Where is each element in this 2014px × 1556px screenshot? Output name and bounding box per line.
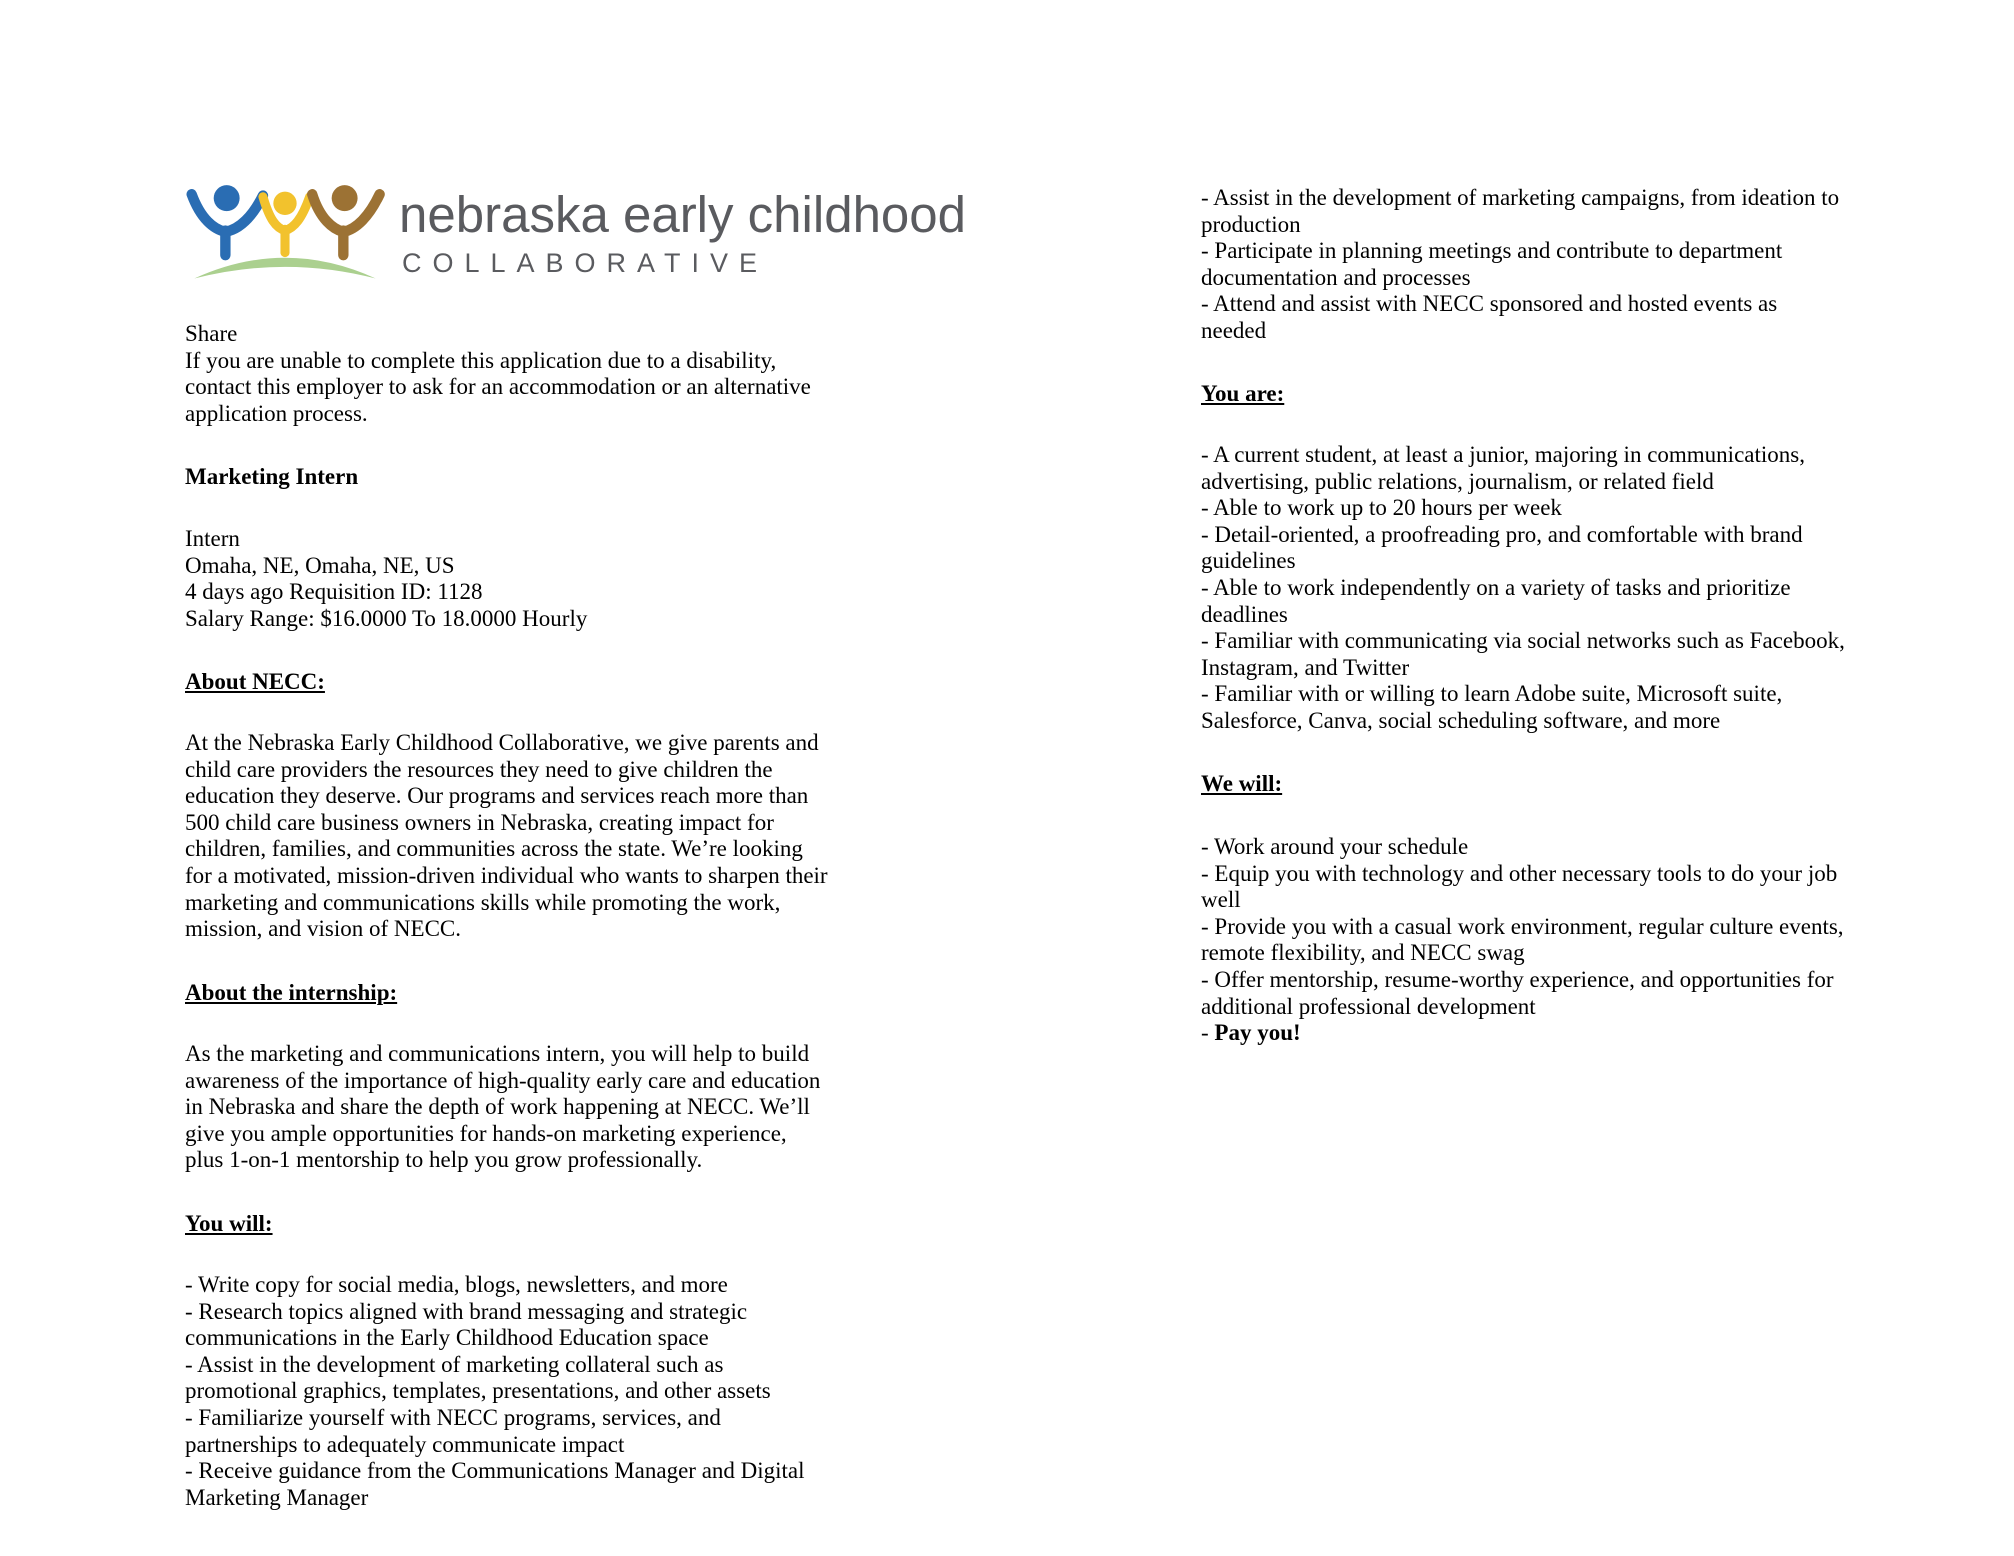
you-are-line-4: - Detail-oriented, a proofreading pro, and comfortable with brand (1201, 521, 1803, 547)
you-will-heading-block (185, 1211, 273, 1238)
you-will-line-8: - Receive guidance from the Communications Manager and Digital (185, 1458, 805, 1484)
we-will-heading: We will: (1201, 771, 1283, 796)
about-internship-line-2: awareness of the importance of high-quality early care and education (185, 1067, 821, 1093)
about-necc-line-7: marketing and communications skills while promoting the work, (185, 889, 781, 915)
job-posted-requisition: 4 days ago Requisition ID: 1128 (185, 579, 483, 605)
we-will-list (1201, 834, 1844, 1047)
you-will-line-2: - Research topics aligned with brand messaging and strategic (185, 1298, 748, 1324)
you-will-line-9: Marketing Manager (185, 1484, 369, 1510)
you-are-heading: You are: (1201, 381, 1285, 406)
about-internship-line-4: give you ample opportunities for hands-on marketing experience, (185, 1120, 787, 1146)
you-will-continued-line-6: needed (1201, 317, 1267, 343)
you-are-line-3: - Able to work up to 20 hours per week (1201, 495, 1562, 521)
you-will-heading: You will: (185, 1211, 273, 1236)
logo-mark (185, 180, 385, 285)
you-are-line-5: guidelines (1201, 548, 1296, 574)
about-internship-heading-block (185, 980, 397, 1007)
share-label: Share (185, 321, 238, 346)
you-will-line-6: - Familiarize yourself with NECC programs, services, and (185, 1404, 721, 1430)
we-will-final-item (1201, 1020, 1844, 1047)
about-internship-line-5: plus 1-on-1 mentorship to help you grow professionally. (185, 1147, 703, 1173)
you-are-line-8: - Familiar with communicating via social networks such as Facebook, (1201, 628, 1845, 654)
you-will-continued-line-5: - Attend and assist with NECC sponsored and hosted events as (1201, 291, 1778, 317)
we-will-line-4: - Provide you with a casual work environment, regular culture events, (1201, 913, 1844, 939)
accommodation-note-line-2: contact this employer to ask for an accommodation or an alternative (185, 374, 811, 400)
about-necc-heading: About NECC: (185, 669, 325, 694)
you-are-line-11: Salesforce, Canva, social scheduling software, and more (1201, 707, 1721, 733)
you-will-continued-line-2: production (1201, 211, 1301, 237)
about-necc-heading-block (185, 669, 325, 696)
you-are-line-9: Instagram, and Twitter (1201, 654, 1410, 680)
about-necc-line-6: for a motivated, mission-driven individual who wants to sharpen their (185, 862, 828, 888)
we-will-line-3: well (1201, 887, 1241, 913)
about-necc-line-8: mission, and vision of NECC. (185, 916, 462, 942)
you-are-list (1201, 442, 1845, 735)
job-type: Intern (185, 526, 240, 551)
you-are-line-2: advertising, public relations, journalism, or related field (1201, 468, 1714, 494)
logo-wordmark: nebraska early childhood (399, 186, 967, 243)
about-internship-paragraph (185, 1041, 820, 1174)
you-will-line-3: communications in the Early Childhood Education space (185, 1325, 709, 1351)
job-location: Omaha, NE, Omaha, NE, US (185, 552, 455, 578)
about-necc-line-4: 500 child care business owners in Nebraska, creating impact for (185, 809, 774, 835)
we-will-line-1: - Work around your schedule (1201, 834, 1469, 859)
you-will-continued-list (1201, 185, 1839, 345)
you-will-continued-line-3: - Participate in planning meetings and contribute to department (1201, 238, 1783, 264)
logo-subtitle: COLLABORATIVE (402, 248, 769, 278)
job-title-block (185, 464, 358, 491)
we-will-heading-block (1201, 771, 1282, 798)
you-are-line-1: - A current student, at least a junior, majoring in communications, (1201, 442, 1805, 467)
we-will-line-6: - Offer mentorship, resume-worthy experience, and opportunities for (1201, 966, 1834, 992)
you-will-continued-line-4: documentation and processes (1201, 264, 1471, 290)
about-necc-line-1: At the Nebraska Early Childhood Collaborative, we give parents and (185, 730, 819, 755)
logo-figure-brown-head (332, 185, 358, 211)
accommodation-note-line-1: If you are unable to complete this application due to a disability, (185, 347, 777, 373)
we-will-line-7: additional professional development (1201, 993, 1536, 1019)
you-will-continued-line-1: - Assist in the development of marketing campaigns, from ideation to (1201, 185, 1840, 210)
accommodation-note-line-3: application process. (185, 400, 368, 426)
about-necc-line-5: children, families, and communities across the state. We’re looking (185, 836, 803, 862)
about-necc-line-3: education they deserve. Our programs and services reach more than (185, 783, 809, 809)
you-are-line-6: - Able to work independently on a variety of tasks and prioritize (1201, 574, 1791, 600)
you-are-heading-block (1201, 381, 1284, 408)
we-will-final-dash: - (1201, 1020, 1215, 1046)
you-will-line-7: partnerships to adequately communicate impact (185, 1431, 625, 1457)
we-will-line-5: remote flexibility, and NECC swag (1201, 940, 1525, 966)
intro-block (185, 321, 811, 427)
about-necc-line-2: child care providers the resources they need to give children the (185, 756, 773, 782)
job-title: Marketing Intern (185, 464, 359, 489)
about-necc-paragraph (185, 730, 828, 943)
job-meta-block (185, 526, 587, 632)
about-internship-line-3: in Nebraska and share the depth of work happening at NECC. We’ll (185, 1094, 810, 1120)
you-will-line-4: - Assist in the development of marketing collateral such as (185, 1351, 724, 1377)
we-will-line-2: - Equip you with technology and other necessary tools to do your job (1201, 860, 1838, 886)
you-are-line-7: deadlines (1201, 601, 1288, 627)
logo-figure-yellow-head (273, 192, 296, 215)
you-will-line-5: promotional graphics, templates, presentations, and other assets (185, 1378, 771, 1404)
logo-figure-blue-head (214, 185, 240, 211)
we-will-final-text: Pay you! (1214, 1020, 1301, 1046)
job-salary-range: Salary Range: $16.0000 To 18.0000 Hourly (185, 605, 588, 631)
logo-ground-arc (194, 258, 375, 279)
you-will-list (185, 1272, 805, 1511)
you-are-line-10: - Familiar with or willing to learn Adobe suite, Microsoft suite, (1201, 681, 1783, 707)
about-internship-heading: About the internship: (185, 980, 398, 1005)
about-internship-line-1: As the marketing and communications intern, you will help to build (185, 1041, 810, 1066)
you-will-line-1: - Write copy for social media, blogs, newsletters, and more (185, 1272, 728, 1297)
